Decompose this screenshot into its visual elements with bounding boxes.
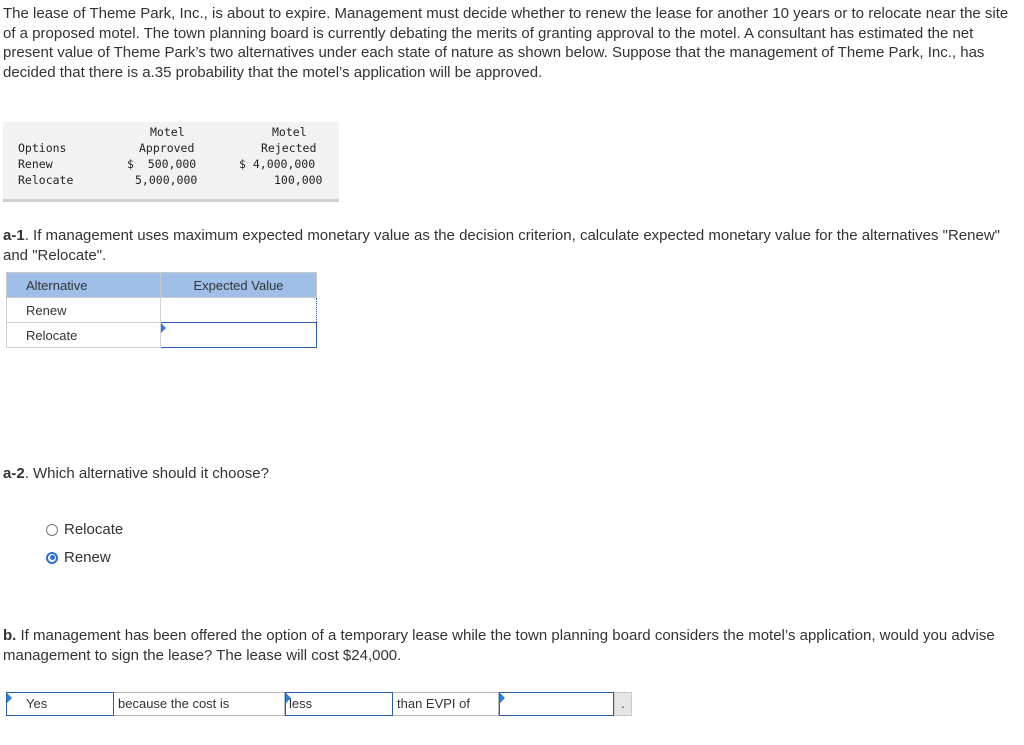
question-b-number: b. xyxy=(3,627,17,644)
static-text-than-evpi: than EVPI of xyxy=(393,692,499,716)
radio-label-renew: Renew xyxy=(64,549,111,566)
question-b xyxy=(3,626,1013,665)
row-label-renew: Renew xyxy=(7,298,161,323)
payoff-options-label: Options xyxy=(18,141,67,155)
payoff-col2-line2: Rejected xyxy=(261,141,317,155)
question-a2 xyxy=(3,464,269,484)
payoff-row-renew-rejected: $ 4,000,000 xyxy=(239,157,316,171)
radio-option-renew[interactable] xyxy=(46,549,111,566)
radio-option-relocate[interactable] xyxy=(46,521,123,538)
comparison-value: less xyxy=(289,696,313,711)
radio-unselected-icon[interactable] xyxy=(46,524,58,536)
question-b-text: If management has been offered the option of a temporary lease while the town planning board considers the motel’s application, would you advise management to sign the lease? The lease will cost $24,000. xyxy=(3,627,995,664)
comparison-dropdown[interactable] xyxy=(285,692,393,716)
question-a1-number: a-1 xyxy=(3,227,25,244)
row-label-relocate: Relocate xyxy=(7,323,161,348)
header-alternative: Alternative xyxy=(7,273,161,298)
payoff-col2-line1: Motel xyxy=(272,125,307,139)
expected-value-table xyxy=(6,272,317,348)
evpi-input[interactable] xyxy=(499,692,614,716)
dropdown-marker-icon xyxy=(7,693,12,703)
question-a2-number: a-2 xyxy=(3,465,25,482)
payoff-row-relocate-label: Relocate xyxy=(18,173,74,187)
question-a1-text: . If management uses maximum expected monetary value as the decision criterion, calculate expected monetary value for the alternatives "Renew" and "Relocate". xyxy=(3,227,1000,264)
yes-no-dropdown[interactable] xyxy=(6,692,114,716)
question-a1 xyxy=(3,226,1003,265)
payoff-row-relocate-rejected: 100,000 xyxy=(274,173,323,187)
payoff-row-renew-approved: $ 500,000 xyxy=(127,157,197,171)
period-cell: . xyxy=(614,692,632,716)
input-marker-icon xyxy=(161,323,166,333)
payoff-row-renew-label: Renew xyxy=(18,157,53,171)
dropdown-marker-icon xyxy=(286,693,291,703)
payoff-row-relocate-approved: 5,000,000 xyxy=(135,173,198,187)
payoff-table xyxy=(3,122,339,202)
answer-b-row xyxy=(6,692,632,716)
relocate-expected-value-input[interactable] xyxy=(161,323,317,348)
radio-label-relocate: Relocate xyxy=(64,521,124,538)
payoff-col1-line2: Approved xyxy=(139,141,195,155)
problem-intro: The lease of Theme Park, Inc., is about to expire. Management must decide whether to renew the lease for another 10 years or to relocate near the site of a proposed motel. The town planning board is currently debating the merits of granting approval to the motel. A consultant has estimated the net present value of Theme Park’s two alternatives under each state of nature as shown below. Suppose that the management of Theme Park, Inc., has decided that there is a.35 probability that the motel’s application will be approved. xyxy=(3,5,1009,81)
header-expected-value: Expected Value xyxy=(161,273,317,298)
question-a2-text: . Which alternative should it choose? xyxy=(24,465,269,482)
radio-selected-icon[interactable] xyxy=(46,552,58,564)
renew-expected-value-input[interactable] xyxy=(161,298,317,323)
payoff-col1-line1: Motel xyxy=(150,125,185,139)
static-text-because: because the cost is xyxy=(114,692,285,716)
yes-no-value: Yes xyxy=(26,696,48,711)
input-marker-icon xyxy=(500,693,505,703)
